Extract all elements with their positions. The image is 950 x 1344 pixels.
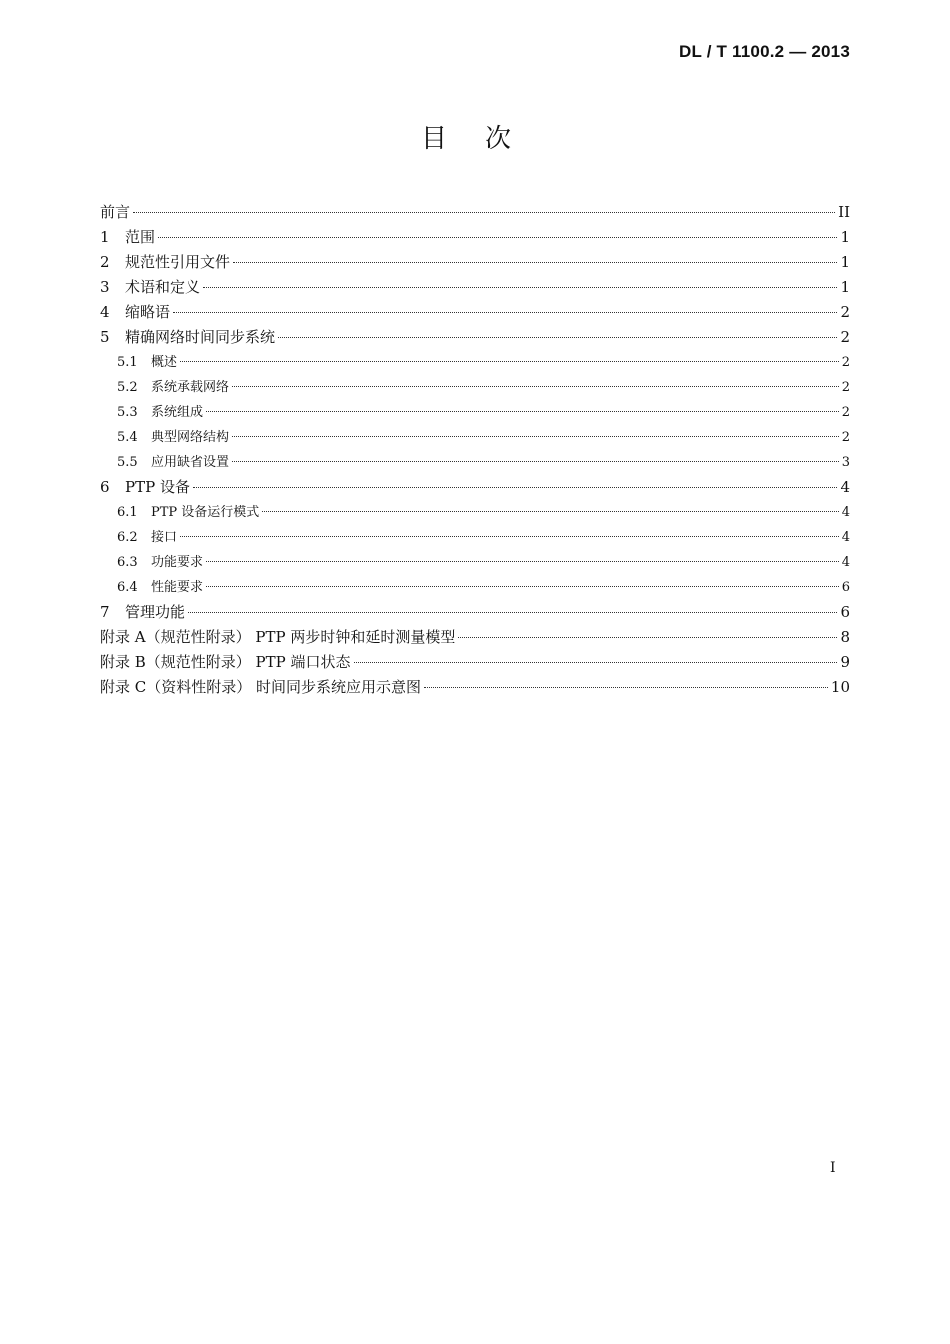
toc-entry-1[interactable] — [100, 225, 850, 250]
toc-entry-page: 6 — [841, 580, 850, 595]
toc-entry-6-2[interactable] — [100, 525, 850, 550]
toc-entry-number: 6 — [100, 478, 110, 496]
toc-entry-label: 范围 — [125, 228, 156, 246]
toc-entry-5-1[interactable] — [100, 350, 850, 375]
toc-entry-5-2[interactable] — [100, 375, 850, 400]
toc-leader-dots — [206, 585, 839, 587]
toc-leader-dots — [173, 311, 837, 313]
toc-entry-page: 1 — [840, 278, 850, 296]
toc-entry-number: 5.2 — [117, 380, 138, 395]
toc-entry-page: 2 — [840, 303, 850, 321]
toc-entry-page: 2 — [840, 328, 850, 346]
toc-entry-label: 规范性引用文件 — [125, 253, 231, 271]
toc-entry-label: 精确网络时间同步系统 — [125, 328, 276, 346]
toc-entry-label: 附录 A（规范性附录） PTP 两步时钟和延时测量模型 — [100, 628, 456, 646]
standard-code: DL / T 1100.2 — 2013 — [679, 42, 850, 61]
toc-entry-number: 2 — [100, 253, 110, 271]
toc-entry-appendix-b[interactable] — [100, 650, 850, 675]
toc-entry-number: 5.1 — [117, 355, 138, 370]
toc-leader-dots — [188, 611, 837, 613]
toc-entry-page: 2 — [841, 405, 850, 420]
toc-entry-number: 3 — [100, 278, 110, 296]
toc-entry-label: 附录 C（资料性附录） 时间同步系统应用示意图 — [100, 678, 422, 696]
toc-entry-label: 典型网络结构 — [151, 430, 230, 445]
toc-leader-dots — [180, 535, 839, 537]
toc-entry-label: 系统组成 — [151, 405, 204, 420]
toc-entry-number: 6.4 — [117, 580, 138, 595]
toc-entry-label: 功能要求 — [151, 555, 204, 570]
toc-leader-dots — [233, 261, 837, 263]
toc-entry-number: 7 — [100, 603, 110, 621]
toc-entry-page: 10 — [830, 678, 850, 696]
toc-leader-dots — [193, 486, 837, 488]
toc-entry-6-3[interactable] — [100, 550, 850, 575]
toc-entry-label: 应用缺省设置 — [151, 455, 230, 470]
toc-entry-page: 2 — [841, 380, 850, 395]
toc-entry-page: 1 — [840, 253, 850, 271]
toc-entry-4[interactable] — [100, 300, 850, 325]
toc-entry-foreword[interactable] — [100, 200, 850, 225]
toc-entry-2[interactable] — [100, 250, 850, 275]
toc-leader-dots — [133, 211, 835, 213]
toc-entry-number: 5.4 — [117, 430, 138, 445]
toc-entry-number: 6.3 — [117, 555, 138, 570]
toc-entry-page: 9 — [840, 653, 850, 671]
toc-entry-6-1[interactable] — [100, 500, 850, 525]
toc-entry-5[interactable] — [100, 325, 850, 350]
toc-leader-dots — [180, 360, 839, 362]
toc-entry-label: 管理功能 — [125, 603, 186, 621]
toc-entry-label: 缩略语 — [125, 303, 171, 321]
toc-leader-dots — [232, 460, 839, 462]
toc-entry-page: 8 — [840, 628, 850, 646]
toc-entry-page: 2 — [841, 430, 850, 445]
toc-leader-dots — [262, 510, 838, 512]
toc-entry-3[interactable] — [100, 275, 850, 300]
toc-leader-dots — [354, 661, 838, 663]
toc-entry-number: 6.2 — [117, 530, 138, 545]
toc-entry-number: 1 — [100, 228, 110, 246]
toc-entry-number: 6.1 — [117, 505, 138, 520]
toc-leader-dots — [158, 236, 837, 238]
toc-entry-number: 4 — [100, 303, 110, 321]
toc-leader-dots — [424, 686, 828, 688]
toc-entry-number: 5 — [100, 328, 110, 346]
toc-entry-page: 4 — [840, 478, 850, 496]
toc-entry-7[interactable] — [100, 600, 850, 625]
toc-entry-number: 5.3 — [117, 405, 138, 420]
toc-entry-label: 接口 — [151, 530, 178, 545]
toc-entry-5-5[interactable] — [100, 450, 850, 475]
toc-entry-label: PTP 设备 — [125, 478, 190, 496]
toc-entry-6-4[interactable] — [100, 575, 850, 600]
toc-entry-label: 术语和定义 — [125, 278, 201, 296]
toc-leader-dots — [232, 435, 839, 437]
table-of-contents — [100, 200, 850, 700]
page-number: I — [830, 1160, 836, 1176]
toc-entry-page: 2 — [841, 355, 850, 370]
toc-entry-label: 系统承载网络 — [151, 380, 230, 395]
toc-entry-5-4[interactable] — [100, 425, 850, 450]
toc-entry-5-3[interactable] — [100, 400, 850, 425]
toc-entry-page: 6 — [840, 603, 850, 621]
toc-leader-dots — [206, 410, 839, 412]
toc-entry-6[interactable] — [100, 475, 850, 500]
toc-entry-appendix-c[interactable] — [100, 675, 850, 700]
toc-entry-label: 前言 — [100, 203, 131, 221]
toc-entry-appendix-a[interactable] — [100, 625, 850, 650]
toc-entry-page: 4 — [841, 530, 850, 545]
toc-entry-page: 4 — [841, 505, 850, 520]
page-title: 目次 — [420, 124, 549, 154]
toc-entry-page: 4 — [841, 555, 850, 570]
toc-entry-number: 5.5 — [117, 455, 138, 470]
toc-leader-dots — [458, 636, 837, 638]
toc-entry-page: II — [838, 203, 850, 221]
toc-leader-dots — [232, 385, 839, 387]
toc-entry-label: PTP 设备运行模式 — [151, 505, 260, 520]
toc-entry-label: 性能要求 — [151, 580, 204, 595]
toc-leader-dots — [206, 560, 839, 562]
toc-entry-label: 概述 — [151, 355, 178, 370]
toc-leader-dots — [278, 336, 837, 338]
toc-entry-page: 1 — [840, 228, 850, 246]
toc-entry-page: 3 — [841, 455, 850, 470]
toc-leader-dots — [203, 286, 837, 288]
toc-entry-label: 附录 B（规范性附录） PTP 端口状态 — [100, 653, 351, 671]
